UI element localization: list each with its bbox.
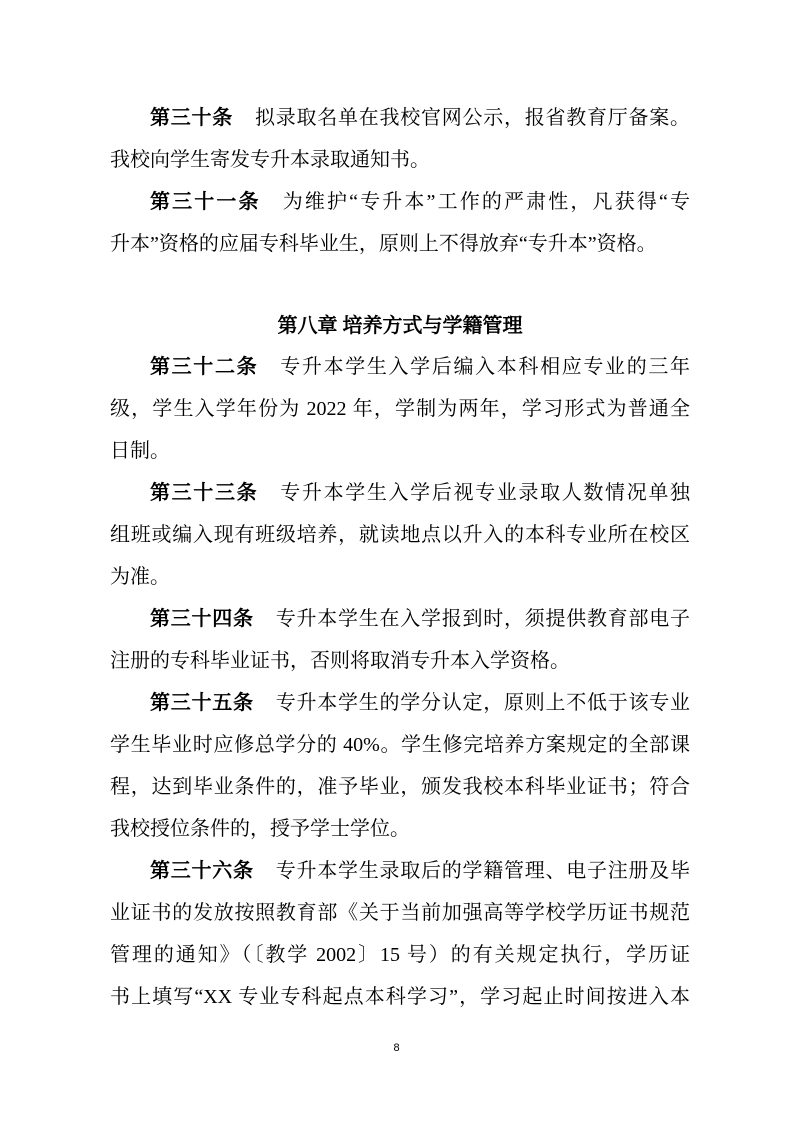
article-line — [110, 472, 690, 514]
article-text: 日制。 — [110, 440, 170, 462]
article-32 — [110, 346, 690, 472]
article-line — [110, 556, 690, 598]
article-text: 注册的专科毕业证书，否则将取消专升本入学资格。 — [110, 650, 570, 672]
article-text: 我校授位条件的，授予学士学位。 — [110, 818, 410, 840]
article-text: 程，达到毕业条件的，准予毕业，颁发我校本科毕业证书；符合 — [110, 776, 690, 798]
article-number: 第三十条 — [150, 107, 233, 129]
article-number: 第三十五条 — [150, 692, 254, 714]
article-text: 组班或编入现有班级培养，就读地点以升入的本科专业所在校区 — [110, 524, 690, 546]
article-36 — [110, 850, 690, 1018]
article-line — [110, 766, 690, 808]
article-line — [110, 388, 690, 430]
article-line — [110, 223, 690, 265]
article-line — [110, 181, 690, 223]
article-text: 我校向学生寄发专升本录取通知书。 — [110, 149, 430, 171]
article-text: 书上填写“XX 专业专科起点本科学习”，学习起止时间按进入本 — [110, 986, 690, 1008]
article-35 — [110, 682, 690, 850]
article-31 — [110, 181, 690, 265]
article-text: 业证书的发放按照教育部《关于当前加强高等学校学历证书规范 — [110, 902, 690, 924]
article-text: 学生毕业时应修总学分的 40%。学生修完培养方案规定的全部课 — [110, 734, 690, 756]
article-line — [110, 976, 690, 1018]
article-number: 第三十三条 — [150, 482, 259, 504]
article-text: 级，学生入学年份为 2022 年，学制为两年，学习形式为普通全 — [110, 398, 690, 420]
article-line — [110, 682, 690, 724]
article-number: 第三十二条 — [150, 356, 259, 378]
article-text: 升本”资格的应届专科毕业生，原则上不得放弃“专升本”资格。 — [110, 233, 657, 255]
article-text: 专升本学生在入学报到时，须提供教育部电子 — [275, 608, 690, 630]
article-text: 专升本学生入学后视专业录取人数情况单独 — [280, 482, 690, 504]
article-line — [110, 346, 690, 388]
article-number: 第三十一条 — [150, 191, 261, 213]
article-line — [110, 850, 690, 892]
article-text: 为准。 — [110, 566, 170, 588]
article-number: 第三十六条 — [150, 860, 254, 882]
article-text: 拟录取名单在我校官网公示，报省教育厅备案。 — [255, 107, 690, 129]
article-line — [110, 514, 690, 556]
article-text: 专升本学生入学后编入本科相应专业的三年 — [280, 356, 690, 378]
article-line — [110, 892, 690, 934]
article-line — [110, 808, 690, 850]
article-text: 为维护“专升本”工作的严肃性，凡获得“专 — [282, 191, 690, 213]
article-line — [110, 598, 690, 640]
article-text: 专升本学生录取后的学籍管理、电子注册及毕 — [275, 860, 690, 882]
article-text: 管理的通知》（〔教学 2002〕15 号）的有关规定执行，学历证 — [110, 944, 690, 966]
article-line — [110, 640, 690, 682]
chapter-heading: 第八章 培养方式与学籍管理 — [277, 315, 523, 337]
article-number: 第三十四条 — [150, 608, 254, 630]
article-33 — [110, 472, 690, 598]
article-line — [110, 724, 690, 766]
article-line — [110, 934, 690, 976]
page-number: 8 — [393, 1042, 400, 1054]
article-34 — [110, 598, 690, 682]
article-line — [110, 430, 690, 472]
article-line — [110, 97, 690, 139]
article-text: 专升本学生的学分认定，原则上不低于该专业 — [275, 692, 690, 714]
article-line — [110, 139, 690, 181]
article-30 — [110, 97, 690, 181]
page-body — [110, 97, 690, 1018]
